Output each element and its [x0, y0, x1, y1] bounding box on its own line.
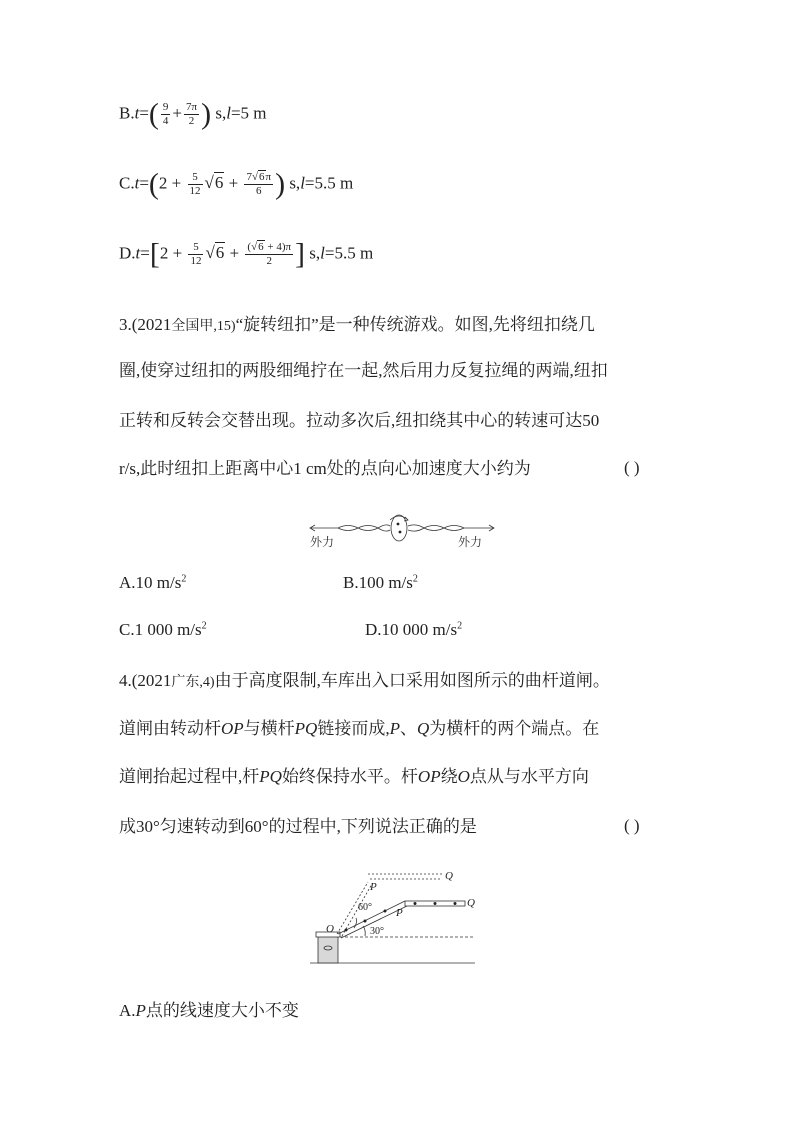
- paren-open: (: [148, 97, 159, 131]
- denominator: 2: [266, 255, 272, 267]
- numerator-post: + 4)π: [264, 241, 292, 253]
- q4-figure: [310, 866, 480, 966]
- label-p-30: P: [396, 907, 403, 919]
- rod-dot: [454, 902, 457, 905]
- button-hole-2: [399, 531, 402, 534]
- rod-dot: [364, 920, 367, 923]
- numerator-radicand: 6: [258, 241, 264, 253]
- label-q-30: Q: [467, 897, 475, 909]
- plus: +: [224, 173, 243, 193]
- option-letter: A.: [119, 1001, 136, 1020]
- numerator: 9: [162, 101, 169, 113]
- paren-close: ): [275, 167, 286, 201]
- term-two: 2 +: [159, 243, 187, 263]
- var-t: t: [135, 243, 141, 263]
- gate-post: [318, 936, 338, 963]
- var-q: Q: [416, 719, 430, 738]
- numerator-pre: 7: [246, 171, 252, 183]
- fraction-2: [244, 171, 273, 198]
- text: 与横杆: [243, 719, 295, 738]
- plus: +: [172, 103, 183, 123]
- q4-line-1: [119, 670, 610, 694]
- var-t: t: [134, 103, 140, 123]
- denominator: 12: [190, 255, 202, 267]
- exponent: 2: [457, 620, 463, 632]
- denominator: 6: [256, 185, 262, 197]
- option-letter: C.: [119, 173, 135, 193]
- q4-line-4: 成30°匀速转动到60°的过程中,下列说法正确的是: [119, 817, 477, 836]
- label-p-60: P: [370, 881, 377, 893]
- separator: 、: [399, 719, 417, 738]
- option-letter: B.: [119, 103, 135, 123]
- term-two: 2 +: [158, 173, 186, 193]
- unit-s: s,: [211, 103, 227, 123]
- exponent: 2: [181, 573, 187, 585]
- angle-30-label: 30°: [370, 926, 384, 937]
- denominator: 12: [189, 185, 201, 197]
- button-disc: [391, 515, 407, 541]
- var-pq: PQ: [259, 767, 282, 786]
- text: 点从与水平方向: [469, 767, 589, 786]
- rod-dot: [384, 910, 387, 913]
- q3-text: “旋转纽扣”是一种传统游戏。如图,先将纽扣绕几: [235, 315, 595, 334]
- option-text: 点的线速度大小不变: [145, 1001, 299, 1020]
- l-value: =5.5 m: [324, 243, 374, 263]
- numerator: 7π: [186, 101, 198, 113]
- rod-dot: [434, 902, 437, 905]
- q3-option-b[interactable]: [343, 573, 418, 593]
- rod-dot: [414, 902, 417, 905]
- sqrt-term: √6: [204, 173, 224, 193]
- q3-option-a-text: A.10 m/s: [119, 573, 182, 592]
- numerator-post: π: [265, 171, 272, 183]
- q3-number: 3.(2021: [119, 315, 172, 334]
- label-q-60: Q: [445, 870, 453, 882]
- option-d: [119, 237, 374, 271]
- radicand: 6: [214, 173, 224, 193]
- denominator: 2: [188, 115, 195, 127]
- var-l: l: [320, 243, 325, 263]
- fraction-1: [188, 241, 203, 268]
- equals: =: [139, 103, 149, 123]
- q3-answer-blank[interactable]: ( ): [624, 458, 640, 477]
- numerator: (√6 + 4)π: [247, 241, 292, 253]
- q3-option-c-text: C.1 000 m/s: [119, 620, 202, 639]
- left-force-label: 外力: [310, 535, 335, 549]
- paren-close: ): [201, 97, 212, 131]
- exponent: 2: [201, 620, 207, 632]
- l-value: =5.5 m: [304, 173, 354, 193]
- fraction-2: [245, 241, 293, 268]
- l-value: =5 m: [230, 103, 267, 123]
- q4-number: 4.(2021: [119, 671, 172, 690]
- q3-option-d-text: D.10 000 m/s: [365, 620, 458, 639]
- var-o: O: [457, 767, 470, 786]
- q4-answer-blank[interactable]: ( ): [624, 816, 640, 835]
- right-force-label: 外力: [458, 535, 483, 549]
- unit-s: s,: [305, 243, 321, 263]
- equals: =: [140, 243, 150, 263]
- q3-line-3: 正转和反转会交替出现。拉动多次后,纽扣绕其中心的转速可达50: [119, 411, 600, 430]
- fraction-1: [188, 171, 203, 198]
- var-p: P: [135, 1001, 146, 1020]
- var-op: OP: [221, 719, 244, 738]
- var-pq: PQ: [294, 719, 318, 738]
- plus: +: [225, 243, 244, 263]
- numerator: 7√6π: [246, 171, 272, 183]
- var-p: P: [389, 719, 400, 738]
- bracket-open: [: [149, 237, 160, 271]
- rod-dot: [345, 929, 348, 932]
- angle-60-label: 60°: [358, 902, 372, 913]
- text: 链接而成,: [317, 719, 390, 738]
- var-op: OP: [417, 767, 441, 786]
- radicand: 6: [215, 243, 225, 263]
- q4-text: 由于高度限制,车库出入口采用如图所示的曲杆道闸。: [214, 671, 610, 690]
- label-o: O: [326, 923, 334, 935]
- q3-figure: [308, 510, 498, 550]
- q3-option-c[interactable]: [119, 620, 207, 640]
- fraction-1: [161, 101, 171, 128]
- fraction-2: [184, 101, 199, 128]
- q3-line-2: 圈,使穿过纽扣的两股细绳拧在一起,然后用力反复拉绳的两端,纽扣: [119, 361, 608, 380]
- q4-line-3: [119, 766, 589, 788]
- text: 为横杆的两个端点。在: [429, 719, 600, 738]
- text: 始终保持水平。杆: [281, 767, 418, 786]
- q3-line-4: r/s,此时纽扣上距离中心1 cm处的点向心加速度大小约为: [119, 459, 531, 478]
- text: 道闸抬起过程中,杆: [119, 767, 260, 786]
- sqrt-term: √6: [205, 243, 225, 263]
- text: 道闸由转动杆: [119, 719, 221, 738]
- unit-s: s,: [285, 173, 301, 193]
- q3-source: 全国甲,15): [171, 319, 236, 334]
- q4-source: 广东,4): [171, 675, 215, 690]
- numerator: 5: [188, 241, 203, 255]
- numerator: 5: [188, 171, 203, 185]
- text: 绕: [440, 767, 458, 786]
- bracket-close: ]: [295, 237, 306, 271]
- paren-open: (: [148, 167, 159, 201]
- q3-option-d[interactable]: [365, 620, 462, 640]
- q3-line-1: [119, 314, 595, 338]
- var-l: l: [300, 173, 305, 193]
- numerator-pre: (: [247, 241, 252, 253]
- equals: =: [139, 173, 149, 193]
- var-l: l: [226, 103, 231, 123]
- angle-arc-60: [354, 918, 357, 928]
- var-t: t: [134, 173, 140, 193]
- q3-option-b-text: B.100 m/s: [343, 573, 413, 592]
- option-c: [119, 167, 354, 201]
- option-b: [119, 97, 267, 131]
- exponent: 2: [412, 573, 418, 585]
- option-letter: D.: [119, 243, 136, 263]
- denominator: 4: [162, 115, 169, 127]
- q4-line-2: [119, 718, 599, 740]
- numerator-radicand: 6: [259, 171, 265, 183]
- q3-option-a[interactable]: [119, 573, 186, 593]
- q4-option-a[interactable]: [119, 996, 299, 1021]
- button-hole-1: [397, 523, 400, 526]
